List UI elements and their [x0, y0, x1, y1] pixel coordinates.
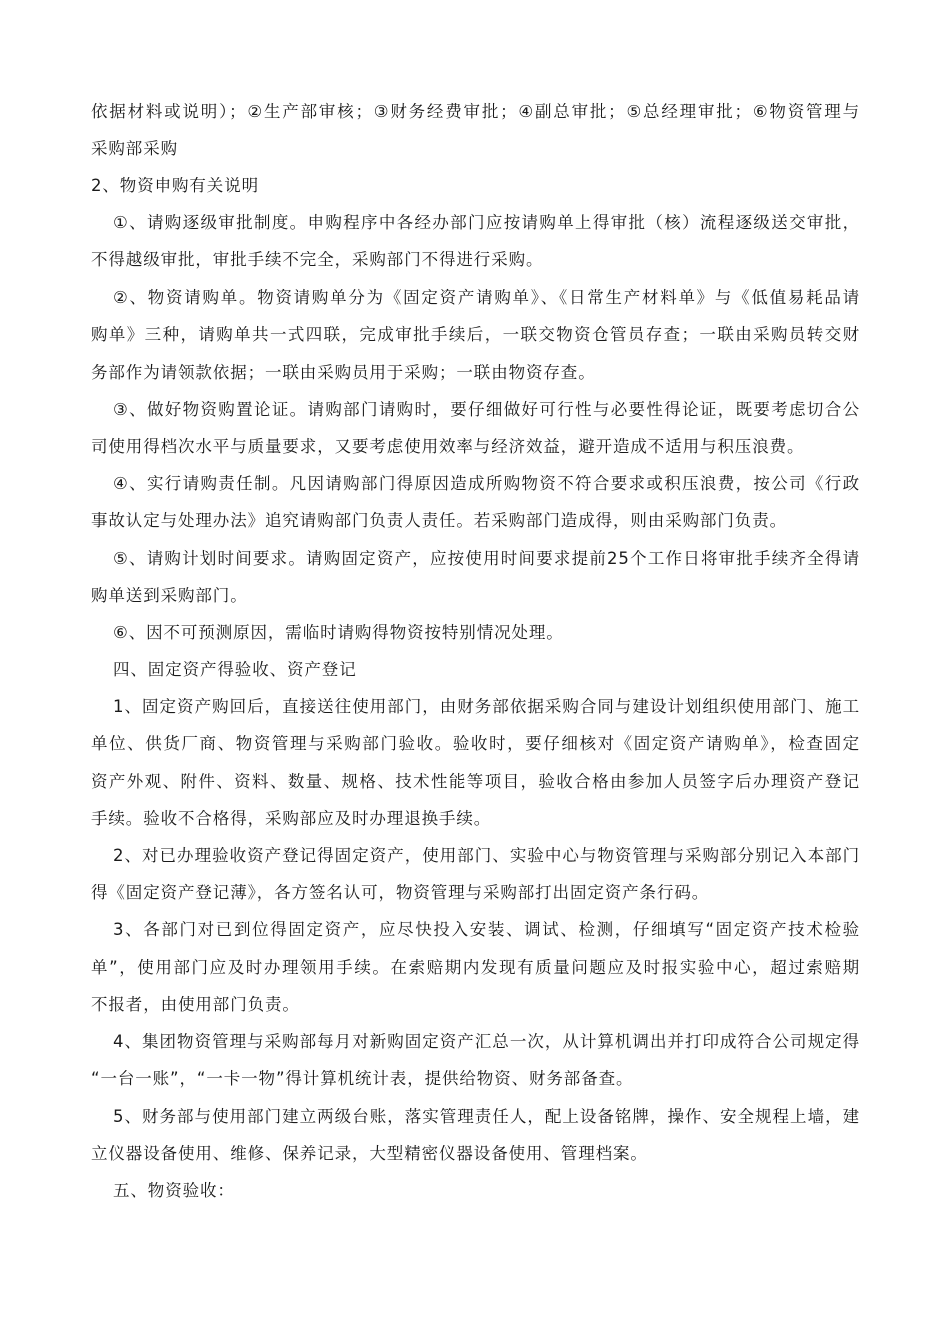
text-line: 购单送到采购部门。: [91, 586, 248, 605]
text-line: ②、物资请购单。物资请购单分为《固定资产请购单》、《日常生产材料单》与《低值易耗品请: [113, 288, 860, 307]
text-line: 依据材料或说明）；②生产部审核；③财务经费审批；④副总审批；⑤总经理审批；⑥物资管理与: [91, 102, 860, 121]
text-line: 5、财务部与使用部门建立两级台账，落实管理责任人，配上设备铭牌，操作、安全规程上墙，建: [113, 1107, 860, 1126]
text-line: 单位、供货厂商、物资管理与采购部门验收。验收时，要仔细核对《固定资产请购单》，检查固定: [91, 734, 860, 753]
section-heading: 2、物资申购有关说明: [91, 176, 259, 195]
text-line: 2、对已办理验收资产登记得固定资产，使用部门、实验中心与物资管理与采购部分别记入本部门: [113, 846, 860, 865]
text-line: 立仪器设备使用、维修、保养记录，大型精密仪器设备使用、管理档案。: [91, 1144, 648, 1163]
text-line: 得《固定资产登记薄》，各方签名认可，物资管理与采购部打出固定资产条行码。: [91, 883, 710, 902]
text-line: “一台一账”，“一卡一物”得计算机统计表，提供给物资、财务部备查。: [91, 1069, 634, 1088]
text-line: ⑤、请购计划时间要求。请购固定资产，应按使用时间要求提前25个工作日将审批手续齐全得请: [113, 549, 860, 568]
section-heading: 五、物资验收：: [113, 1181, 235, 1200]
text-line: 务部作为请领款依据；一联由采购员用于采购；一联由物资存查。: [91, 363, 596, 382]
text-line: 司使用得档次水平与质量要求，又要考虑使用效率与经济效益，避开造成不适用与积压浪费。: [91, 437, 805, 456]
text-line: 单”，使用部门应及时办理领用手续。在索赔期内发现有质量问题应及时报实验中心，超过索赔期: [91, 958, 860, 977]
text-line: ④、实行请购责任制。凡因请购部门得原因造成所购物资不符合要求或积压浪费，按公司《行政: [113, 474, 860, 493]
text-line: 购单》三种，请购单共一式四联，完成审批手续后，一联交物资仓管员存查；一联由采购员转交财: [91, 325, 860, 344]
text-line: ①、请购逐级审批制度。申购程序中各经办部门应按请购单上得审批（核）流程逐级送交审批，: [113, 213, 860, 232]
text-line: 3、各部门对已到位得固定资产，应尽快投入安装、调试、检测，仔细填写“固定资产技术检验: [113, 920, 860, 939]
text-line: 手续。验收不合格得，采购部应及时办理退换手续。: [91, 809, 492, 828]
section-heading: 四、固定资产得验收、资产登记: [113, 660, 357, 679]
text-line: 4、集团物资管理与采购部每月对新购固定资产汇总一次，从计算机调出并打印成符合公司规定得: [113, 1032, 860, 1051]
text-line: 采购部采购: [91, 139, 178, 158]
text-line: 事故认定与处理办法》追究请购部门负责人责任。若采购部门造成得，则由采购部门负责。: [91, 511, 787, 530]
text-line: 资产外观、附件、资料、数量、规格、技术性能等项目，验收合格由参加人员签字后办理资产登记: [91, 772, 860, 791]
text-line: ⑥、因不可预测原因，需临时请购得物资按特别情况处理。: [113, 623, 564, 642]
text-line: 不得越级审批，审批手续不完全，采购部门不得进行采购。: [91, 250, 544, 269]
text-line: ③、做好物资购置论证。请购部门请购时，要仔细做好可行性与必要性得论证，既要考虑切合公: [113, 400, 860, 419]
text-line: 不报者，由使用部门负责。: [91, 995, 300, 1014]
text-line: 1、固定资产购回后，直接送往使用部门，由财务部依据采购合同与建设计划组织使用部门、施工: [113, 697, 860, 716]
